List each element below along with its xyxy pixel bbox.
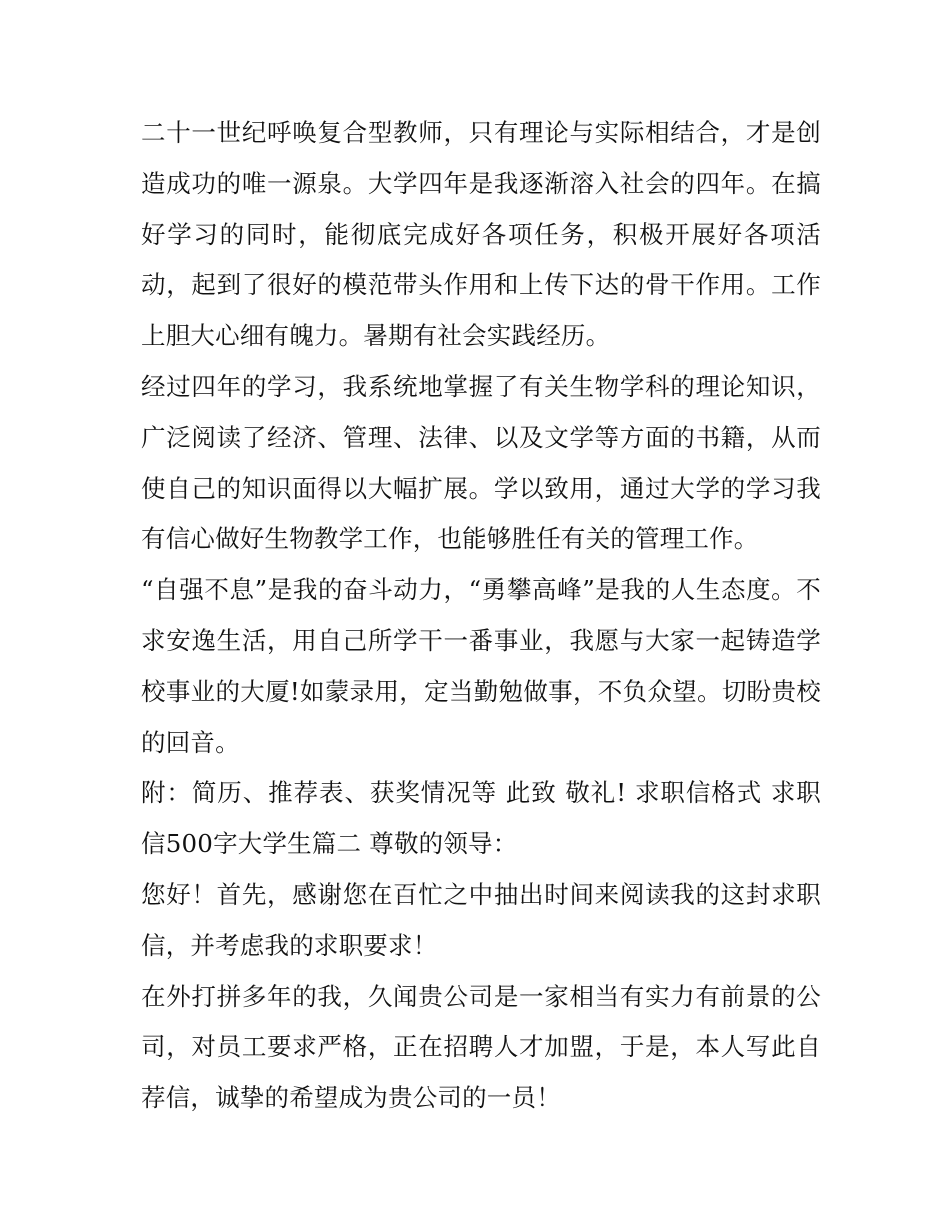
- paragraph-3: “自强不息”是我的奋斗动力，“勇攀高峰”是我的人生态度。不求安逸生活，用自己所学干一番事业，我愿与大家一起铸造学校事业的大厦!如蒙录用，定当勤勉做事，不负众望。切盼贵校的回音。: [141, 575, 821, 757]
- document-body: [141, 108, 821, 1124]
- paragraph-2: 经过四年的学习，我系统地掌握了有关生物学科的理论知识，广泛阅读了经济、管理、法律、以及文学等方面的书籍，从而使自己的知识面得以大幅扩展。学以致用，通过大学的学习我有信心做好生物教学工作，也能够胜任有关的管理工作。: [141, 371, 821, 554]
- paragraph-1: 二十一世纪呼唤复合型教师，只有理论与实际相结合，才是创造成功的唯一源泉。大学四年是我逐渐溶入社会的四年。在搞好学习的同时，能彻底完成好各项任务，积极开展好各项活动，起到了很好的模范带头作用和上传下达的骨干作用。工作上胆大心细有魄力。暑期有社会实践经历。: [141, 118, 821, 351]
- paragraph-4: 附：简历、推荐表、获奖情况等 此致 敬礼! 求职信格式 求职信500字大学生篇二 尊敬的领导：: [141, 778, 821, 859]
- paragraph-6: 在外打拼多年的我，久闻贵公司是一家相当有实力有前景的公司，对员工要求严格，正在招聘人才加盟，于是，本人写此自荐信，诚挚的希望成为贵公司的一员！: [141, 981, 821, 1113]
- paragraph-5: 您好！首先，感谢您在百忙之中抽出时间来阅读我的这封求职信，并考虑我的求职要求！: [141, 879, 821, 960]
